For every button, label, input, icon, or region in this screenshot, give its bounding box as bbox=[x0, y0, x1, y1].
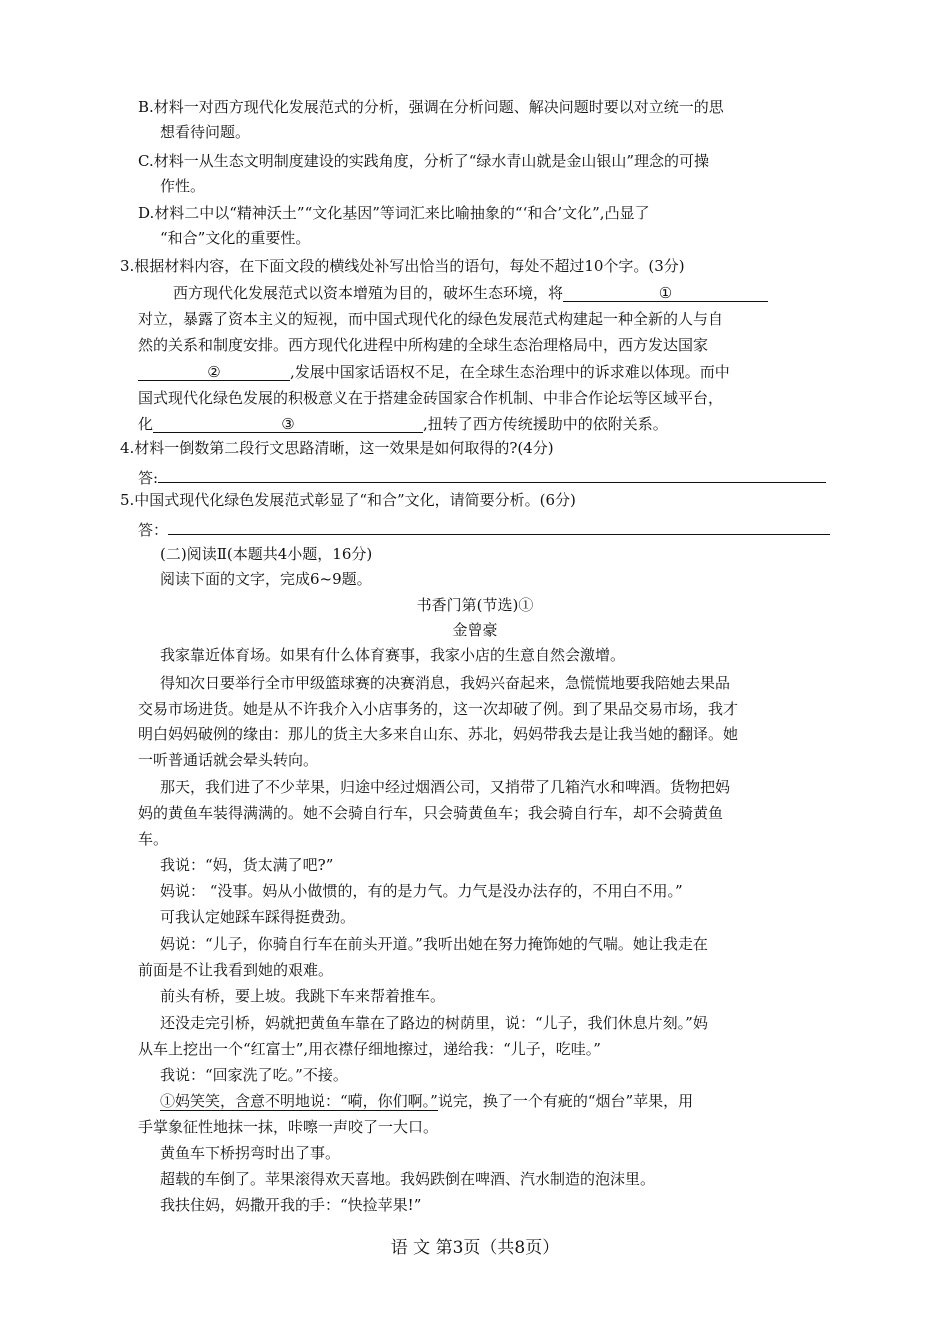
underlined-sentence: ①妈笑笑，含意不明地说：“嗬，你们啊。” bbox=[160, 1092, 438, 1110]
q5-answer-row bbox=[138, 516, 830, 540]
option-d-line2: “和合”文化的重要性。 bbox=[160, 229, 311, 247]
q3-text-4b: ,发展中国家话语权不足，在全球生态治理中的诉求难以体现。而中 bbox=[290, 363, 730, 381]
story-line: 明白妈妈破例的缘由：那儿的货主大多来自山东、苏北，妈妈带我去是让我当她的翻译。她 bbox=[138, 725, 739, 743]
q3-blank-2[interactable] bbox=[138, 362, 290, 381]
option-b-line2: 想看待问题。 bbox=[160, 123, 251, 141]
section-instruction: 阅读下面的文字，完成6~9题。 bbox=[160, 570, 372, 588]
q5-answer-label: 答： bbox=[138, 521, 169, 539]
story-line: 前面是不让我看到她的艰难。 bbox=[138, 961, 334, 979]
q3-blank-3[interactable] bbox=[153, 414, 423, 433]
q4-stem: 4.材料一倒数第二段行文思路清晰，这一效果是如何取得的?(4分) bbox=[120, 439, 554, 457]
story-line: 可我认定她踩车踩得挺费劲。 bbox=[160, 908, 356, 926]
story-line-underlined bbox=[160, 1091, 693, 1111]
story-line: 妈说：“儿子，你骑自行车在前头开道。”我听出她在努力掩饰她的气喘。她让我走在 bbox=[160, 935, 708, 953]
q3-blank-2-mark: ② bbox=[207, 363, 221, 381]
q3-blank-1-mark: ① bbox=[658, 284, 673, 302]
story-line-tail: 说完，换了一个有疵的“烟台”苹果，用 bbox=[437, 1092, 694, 1110]
story-line: 手掌象征性地抹一抹，咔嚓一声咬了一大口。 bbox=[138, 1118, 439, 1136]
q3-para-line2: 对立，暴露了资本主义的短视，而中国式现代化的绿色发展范式构建起一种全新的人与自 bbox=[138, 310, 724, 328]
story-line: 妈的黄鱼车装得满满的。她不会骑自行车，只会骑黄鱼车；我会骑自行车，却不会骑黄鱼 bbox=[138, 804, 724, 822]
q4-answer-row bbox=[138, 464, 826, 488]
q3-para-line1 bbox=[173, 283, 768, 303]
q3-text-1a: 西方现代化发展范式以资本增殖为目的，破坏生态环境，将 bbox=[173, 284, 564, 302]
q3-para-line6 bbox=[138, 414, 668, 434]
q4-answer-line[interactable] bbox=[158, 464, 826, 483]
story-line: 我说：“回家洗了吃。”不接。 bbox=[160, 1066, 348, 1084]
story-line: 交易市场进货。她是从不许我介入小店事务的，这一次却破了例。到了果品交易市场，我才 bbox=[138, 700, 739, 718]
story-title: 书香门第(节选)① bbox=[416, 596, 534, 614]
page-footer: 语 文 第3页（共8页） bbox=[390, 1238, 560, 1258]
option-c-line2: 作性。 bbox=[160, 177, 206, 195]
story-author: 金曾豪 bbox=[452, 621, 498, 639]
story-line: 我家靠近体育场。如果有什么体育赛事，我家小店的生意自然会激增。 bbox=[160, 646, 626, 664]
story-line: 超载的车倒了。苹果滚得欢天喜地。我妈跌倒在啤酒、汽水制造的泡沫里。 bbox=[160, 1170, 656, 1188]
story-line: 那天，我们进了不少苹果，归途中经过烟酒公司，又捎带了几箱汽水和啤酒。货物把妈 bbox=[160, 778, 731, 796]
q3-para-line3: 然的关系和制度安排。西方现代化进程中所构建的全球生态治理格局中，西方发达国家 bbox=[138, 336, 709, 354]
story-line: 黄鱼车下桥拐弯时出了事。 bbox=[160, 1144, 341, 1162]
option-b-line1: B.材料一对西方现代化发展范式的分析，强调在分析问题、解决问题时要以对立统一的思 bbox=[138, 98, 724, 116]
q5-answer-line[interactable] bbox=[168, 516, 830, 535]
story-line: 我说：“妈，货太满了吧?” bbox=[160, 856, 334, 874]
q5-stem: 5.中国式现代化绿色发展范式彰显了“和合”文化，请简要分析。(6分) bbox=[120, 491, 576, 509]
story-line: 车。 bbox=[138, 830, 169, 848]
q3-blank-3-mark: ③ bbox=[281, 415, 295, 433]
section-heading: (二)阅读Ⅱ(本题共4小题，16分) bbox=[160, 545, 373, 563]
option-c-line1: C.材料一从生态文明制度建设的实践角度，分析了“绿水青山就是金山银山”理念的可操 bbox=[138, 152, 710, 170]
story-line: 前头有桥，要上坡。我跳下车来帮着推车。 bbox=[160, 987, 446, 1005]
story-line: 还没走完引桥，妈就把黄鱼车靠在了路边的树荫里，说：“儿子，我们休息片刻。”妈 bbox=[160, 1014, 708, 1032]
q3-blank-1[interactable] bbox=[563, 283, 768, 302]
story-line: 一听普通话就会晕头转向。 bbox=[138, 751, 319, 769]
q4-answer-label: 答: bbox=[138, 469, 159, 487]
q3-stem: 3.根据材料内容，在下面文段的横线处补写出恰当的语句，每处不超过10个字。(3分) bbox=[120, 257, 685, 275]
story-line: 得知次日要举行全市甲级篮球赛的决赛消息，我妈兴奋起来，急慌慌地要我陪她去果品 bbox=[160, 674, 731, 692]
story-line: 妈说： “没事。妈从小做惯的，有的是力气。力气是没办法存的，不用白不用。” bbox=[160, 882, 683, 900]
story-line: 从车上挖出一个“红富士”,用衣襟仔细地擦过，递给我：“儿子，吃哇。” bbox=[138, 1040, 601, 1058]
story-line: 我扶住妈，妈撒开我的手：“快捡苹果!” bbox=[160, 1196, 422, 1214]
q3-para-line5: 国式现代化绿色发展的积极意义在于搭建金砖国家合作机制、中非合作论坛等区域平台， bbox=[138, 389, 724, 407]
q3-text-6b: ,扭转了西方传统援助中的依附关系。 bbox=[423, 415, 668, 433]
q3-text-6a: 化 bbox=[138, 415, 154, 433]
q3-para-line4 bbox=[138, 362, 730, 382]
option-d-line1: D.材料二中以“精神沃土”“文化基因”等词汇来比喻抽象的“‘和合’文化”,凸显了 bbox=[138, 204, 650, 222]
